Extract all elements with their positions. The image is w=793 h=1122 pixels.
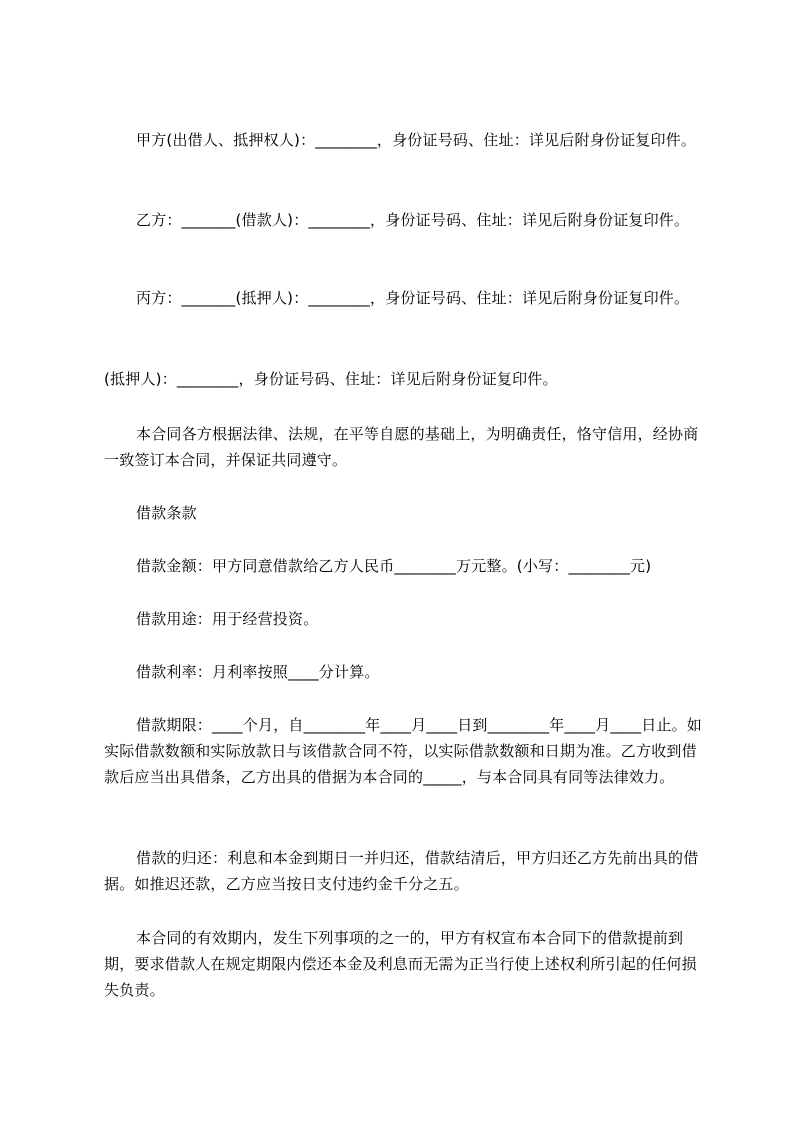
mortgagor-paragraph: (抵押人)：________，身份证号码、住址：详见后附身份证复印件。 [104,370,558,388]
loan-amount-clause: 借款金额：甲方同意借款给乙方人民币________万元整。(小写：________元) [136,557,652,575]
loan-term-clause: 借款期限：____个月，自________年____月____日到________年____月____日止。如实际借款数额和实际放款日与该借款合同不符，以实际借款数额和日期为准。乙方收到借款后应当出具借条，乙方出具的借据为本合同的_____，与本合同具有同等法律效力。 [104,716,703,786]
section-heading: 借款条款 [136,504,197,522]
acceleration-clause: 本合同的有效期内，发生下列事项的之一的，甲方有权宣布本合同下的借款提前到期，要求借款人在规定期限内偿还本金及利息而无需为正当行使上述权利所引起的任何损失负责。 [104,929,697,999]
party-a-paragraph: 甲方(出借人、抵押权人)：________，身份证号码、住址：详见后附身份证复印件。 [136,131,697,149]
interest-rate-clause: 借款利率：月利率按照____分计算。 [136,663,380,681]
party-b-paragraph: 乙方：_______(借款人)：________，身份证号码、住址：详见后附身份证复印件。 [136,211,690,229]
party-c-paragraph: 丙方：_______(抵押人)：________，身份证号码、住址：详见后附身份证复印件。 [136,289,690,307]
repayment-clause: 借款的归还：利息和本金到期日一并归还，借款结清后，甲方归还乙方先前出具的借据。如推迟还款，乙方应当按日支付违约金千分之五。 [104,849,699,893]
loan-purpose-clause: 借款用途：用于经营投资。 [136,610,319,628]
preamble-paragraph: 本合同各方根据法律、法规，在平等自愿的基础上，为明确责任，恪守信用，经协商一致签订本合同，并保证共同遵守。 [104,425,699,469]
